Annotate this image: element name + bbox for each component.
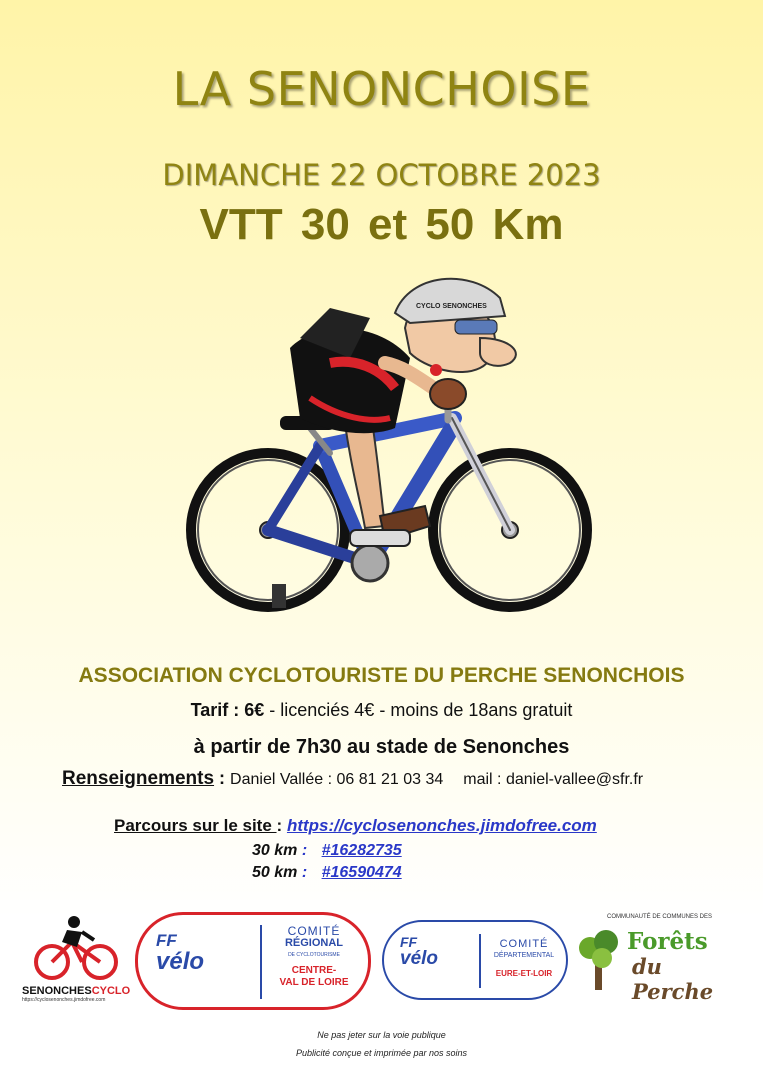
senonches-url: https://cyclosenonches.jimdofree.com (22, 997, 106, 1003)
renseignements-colon: : (214, 768, 231, 788)
dept-text: DÉPARTEMENTAL (493, 952, 555, 959)
velo-text: vélo (156, 948, 205, 975)
comite-regional-logo (135, 912, 371, 1010)
site-link[interactable]: https://cyclosenonches.jimdofree.com (286, 816, 597, 835)
route-50 (252, 864, 402, 882)
poster-title: LA SENONCHOISE (172, 62, 591, 116)
contact-mail[interactable]: mail : daniel-vallee@sfr.fr (463, 771, 644, 788)
parcours-line (114, 816, 597, 836)
route-link[interactable]: #16282735 (321, 842, 402, 859)
route-km: 50 km (252, 864, 302, 881)
centre-text: CENTRE- (291, 965, 337, 976)
cyclist-logo-icon (22, 912, 130, 982)
comite-text: COMITÉ (499, 938, 549, 950)
tree-icon (576, 926, 622, 992)
forets-du-perche-logo (572, 914, 747, 1004)
parcours-colon: : (276, 816, 283, 835)
ff-text: FF (156, 931, 177, 950)
contact-line (62, 768, 643, 790)
regional-text: RÉGIONAL (284, 937, 344, 949)
ffvelo-badge (156, 931, 226, 991)
ffvelo-badge (400, 934, 438, 968)
comite-dept-logo (382, 920, 568, 1000)
forets-text: Forêts (627, 928, 708, 955)
comite-text: COMITÉ (287, 924, 341, 938)
velo-text: vélo (400, 948, 439, 969)
du-perche-text: du Perche (632, 954, 714, 1004)
route-sep: : (301, 864, 308, 881)
eure-et-loir-text: EURE-ET-LOIR (495, 969, 553, 978)
start-info: à partir de 7h30 au stade de Senonches (193, 736, 570, 758)
tarif-label: Tarif : 6€ (190, 700, 265, 720)
tarif-line (0, 700, 763, 721)
route-link[interactable]: #16590474 (321, 864, 402, 881)
route-30 (252, 842, 402, 860)
association-name: ASSOCIATION CYCLOTOURISTE DU PERCHE SENONCHOIS (78, 664, 685, 687)
sponsor-logos (22, 912, 747, 1012)
helmet-text: CYCLO SENONCHES (416, 303, 487, 310)
ff-text: FF (400, 934, 418, 950)
cyclo-name: CYCLO (91, 985, 131, 997)
val-de-loire-text: VAL DE LOIRE (279, 977, 349, 988)
cyclo-text: DE CYCLOTOURISME (288, 952, 340, 958)
event-date: DIMANCHE 22 OCTOBRE 2023 (162, 158, 601, 192)
senonches-name: SENONCHES (22, 985, 92, 997)
communaute-text: COMMUNAUTÉ DE COMMUNES DES (606, 914, 712, 920)
contact-phone: Daniel Vallée : 06 81 21 03 34 (230, 771, 444, 788)
footer-line2: Publicité conçue et imprimée par nos soins (295, 1048, 468, 1058)
cyclist-illustration (180, 268, 600, 658)
event-distance: VTT 30 et 50 Km (199, 200, 564, 249)
renseignements-label: Renseignements (62, 768, 215, 789)
tarif-moins18: - moins de 18ans gratuit (379, 700, 573, 720)
parcours-label: Parcours sur le site (114, 816, 277, 835)
route-km: 30 km (252, 842, 302, 859)
route-sep: : (301, 842, 308, 859)
footer-line1: Ne pas jeter sur la voie publique (317, 1030, 446, 1040)
senonches-cyclo-logo (22, 912, 130, 1012)
tarif-licencies: - licenciés 4€ (269, 700, 375, 720)
